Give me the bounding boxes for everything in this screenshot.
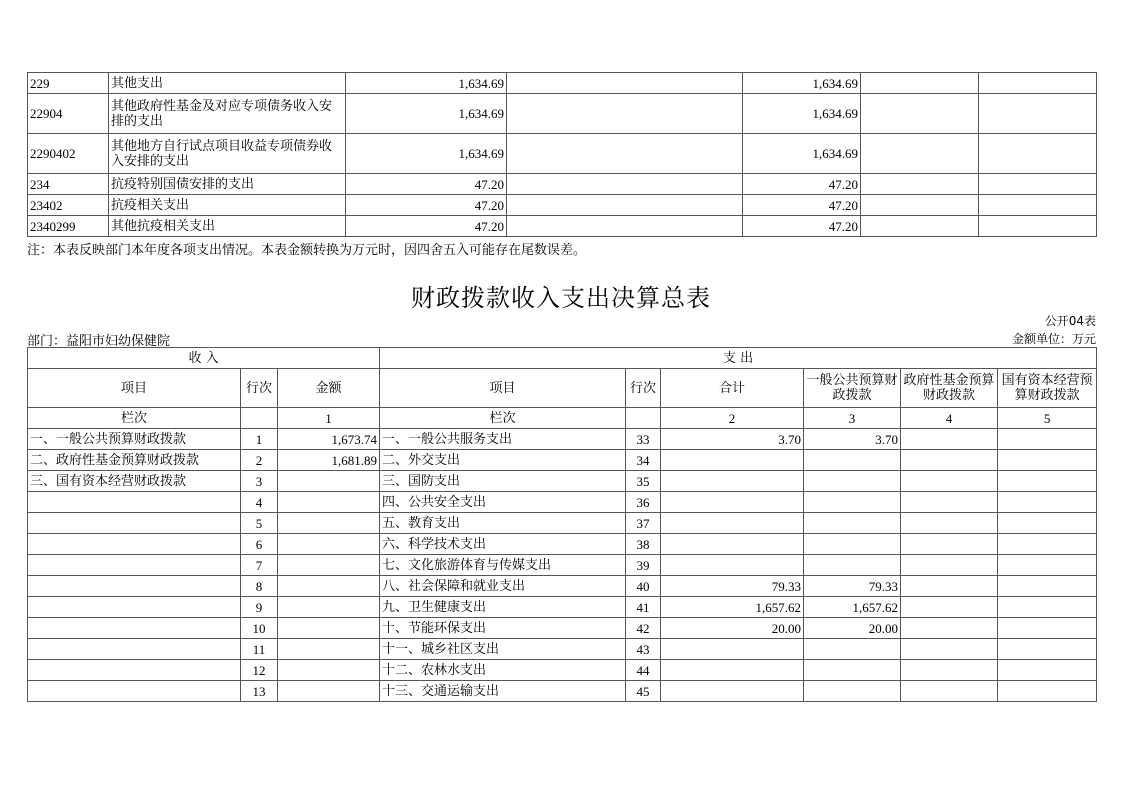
table-row — [28, 471, 1097, 492]
income-item — [28, 618, 241, 639]
income-item — [28, 534, 241, 555]
row-code: 234 — [28, 174, 109, 195]
expense-fund — [901, 492, 998, 513]
expense-general — [804, 681, 901, 702]
expense-item: 十一、城乡社区支出 — [380, 639, 626, 660]
table-row — [28, 94, 1097, 134]
expense-fund — [901, 513, 998, 534]
income-amount — [278, 660, 380, 681]
income-item — [28, 681, 241, 702]
table-note: 注：本表反映部门本年度各项支出情况。本表金额转换为万元时，因四舍五入可能存在尾数误差。 — [27, 243, 587, 258]
expense-fund — [901, 534, 998, 555]
expense-total — [661, 534, 804, 555]
table-row — [28, 639, 1097, 660]
form-number: 公开04表 — [1044, 314, 1096, 328]
expense-state — [998, 492, 1097, 513]
row-code: 22904 — [28, 94, 109, 134]
row-name: 抗疫特别国债安排的支出 — [109, 174, 346, 195]
row-cell — [507, 94, 743, 134]
table-row — [28, 174, 1097, 195]
income-line: 11 — [241, 639, 278, 660]
col-number: 4 — [901, 408, 998, 429]
col-line: 行次 — [241, 369, 278, 408]
expense-fund — [901, 618, 998, 639]
expense-state — [998, 555, 1097, 576]
table-row — [28, 195, 1097, 216]
row-cell — [507, 216, 743, 237]
row-total: 1,634.69 — [346, 73, 507, 94]
income-item — [28, 492, 241, 513]
row-cell — [979, 174, 1097, 195]
expense-state — [998, 681, 1097, 702]
expense-general — [804, 555, 901, 576]
expense-general — [804, 471, 901, 492]
expense-fund — [901, 639, 998, 660]
income-amount — [278, 492, 380, 513]
expense-state — [998, 534, 1097, 555]
income-amount — [278, 534, 380, 555]
col-fund: 政府性基金预算财政拨款 — [901, 369, 998, 408]
row-code: 2340299 — [28, 216, 109, 237]
expense-total — [661, 555, 804, 576]
income-item — [28, 513, 241, 534]
income-amount — [278, 681, 380, 702]
expense-item: 十二、农林水支出 — [380, 660, 626, 681]
expense-fund — [901, 660, 998, 681]
expense-fund — [901, 576, 998, 597]
expense-line: 40 — [626, 576, 661, 597]
table-row — [28, 492, 1097, 513]
expense-detail-table — [27, 72, 1097, 237]
row-cell — [861, 73, 979, 94]
expense-total — [661, 471, 804, 492]
expense-general: 79.33 — [804, 576, 901, 597]
col-label-2: 栏次 — [380, 408, 626, 429]
income-amount — [278, 639, 380, 660]
income-amount: 1,681.89 — [278, 450, 380, 471]
expense-state — [998, 597, 1097, 618]
row-cell — [507, 195, 743, 216]
expense-total — [661, 513, 804, 534]
row-total: 47.20 — [346, 174, 507, 195]
expense-line: 35 — [626, 471, 661, 492]
income-amount — [278, 513, 380, 534]
expense-item: 六、科学技术支出 — [380, 534, 626, 555]
table-row — [28, 555, 1097, 576]
expense-state — [998, 471, 1097, 492]
income-line: 12 — [241, 660, 278, 681]
expense-item: 四、公共安全支出 — [380, 492, 626, 513]
income-item — [28, 576, 241, 597]
expense-general: 1,657.62 — [804, 597, 901, 618]
row-name: 其他支出 — [109, 73, 346, 94]
row-code: 2290402 — [28, 134, 109, 174]
row-cell — [979, 134, 1097, 174]
expense-item: 一、一般公共服务支出 — [380, 429, 626, 450]
department-label: 部门：益阳市妇幼保健院 — [27, 334, 171, 349]
row-code: 23402 — [28, 195, 109, 216]
income-line: 8 — [241, 576, 278, 597]
income-line: 3 — [241, 471, 278, 492]
expense-line: 34 — [626, 450, 661, 471]
expense-fund — [901, 597, 998, 618]
expense-state — [998, 450, 1097, 471]
expense-fund — [901, 429, 998, 450]
expense-total: 3.70 — [661, 429, 804, 450]
income-amount — [278, 576, 380, 597]
row-code: 229 — [28, 73, 109, 94]
income-item: 三、国有资本经营财政拨款 — [28, 471, 241, 492]
expense-general — [804, 513, 901, 534]
col-state: 国有资本经营预算财政拨款 — [998, 369, 1097, 408]
row-cell — [979, 216, 1097, 237]
row-cell — [861, 195, 979, 216]
expense-line: 45 — [626, 681, 661, 702]
expense-total: 79.33 — [661, 576, 804, 597]
col-number: 1 — [278, 408, 380, 429]
expense-line: 38 — [626, 534, 661, 555]
expense-state — [998, 660, 1097, 681]
expense-state — [998, 639, 1097, 660]
expense-total — [661, 639, 804, 660]
col-number: 5 — [998, 408, 1097, 429]
table-row — [28, 660, 1097, 681]
income-item — [28, 639, 241, 660]
income-amount — [278, 471, 380, 492]
row-cell: 47.20 — [743, 174, 861, 195]
expense-total — [661, 492, 804, 513]
row-name: 其他政府性基金及对应专项债务收入安排的支出 — [109, 94, 346, 134]
row-cell: 1,634.69 — [743, 73, 861, 94]
expense-item: 五、教育支出 — [380, 513, 626, 534]
expense-total: 20.00 — [661, 618, 804, 639]
col-item-2: 项目 — [380, 369, 626, 408]
expense-line: 44 — [626, 660, 661, 681]
table-row — [28, 73, 1097, 94]
row-total: 47.20 — [346, 195, 507, 216]
table-row — [28, 429, 1097, 450]
row-cell — [861, 134, 979, 174]
income-amount — [278, 618, 380, 639]
table-row — [28, 450, 1097, 471]
income-item — [28, 660, 241, 681]
col-general: 一般公共预算财政拨款 — [804, 369, 901, 408]
col-label: 栏次 — [28, 408, 241, 429]
row-cell — [979, 73, 1097, 94]
table-row — [28, 134, 1097, 174]
income-line: 2 — [241, 450, 278, 471]
row-cell — [507, 174, 743, 195]
income-header: 收 入 — [28, 348, 380, 369]
expense-state — [998, 618, 1097, 639]
income-line: 10 — [241, 618, 278, 639]
table-row — [28, 597, 1097, 618]
fiscal-summary-table — [27, 347, 1097, 702]
expense-fund — [901, 555, 998, 576]
expense-general — [804, 450, 901, 471]
expense-item: 八、社会保障和就业支出 — [380, 576, 626, 597]
row-cell — [979, 195, 1097, 216]
expense-item: 十三、交通运输支出 — [380, 681, 626, 702]
expense-general — [804, 534, 901, 555]
expense-header: 支 出 — [380, 348, 1097, 369]
table-row — [28, 618, 1097, 639]
expense-item: 三、国防支出 — [380, 471, 626, 492]
expense-state — [998, 429, 1097, 450]
income-line: 5 — [241, 513, 278, 534]
expense-general — [804, 639, 901, 660]
income-line: 6 — [241, 534, 278, 555]
income-item: 一、一般公共预算财政拨款 — [28, 429, 241, 450]
row-cell: 1,634.69 — [743, 94, 861, 134]
table-row — [28, 513, 1097, 534]
col-number: 2 — [661, 408, 804, 429]
expense-line: 36 — [626, 492, 661, 513]
expense-state — [998, 513, 1097, 534]
row-cell: 1,634.69 — [743, 134, 861, 174]
row-total: 47.20 — [346, 216, 507, 237]
expense-item: 九、卫生健康支出 — [380, 597, 626, 618]
expense-general: 20.00 — [804, 618, 901, 639]
expense-item: 七、文化旅游体育与传媒支出 — [380, 555, 626, 576]
expense-fund — [901, 450, 998, 471]
row-name: 其他抗疫相关支出 — [109, 216, 346, 237]
col-amount: 金额 — [278, 369, 380, 408]
expense-total — [661, 660, 804, 681]
col-number: 3 — [804, 408, 901, 429]
expense-line: 41 — [626, 597, 661, 618]
row-cell — [979, 94, 1097, 134]
table-row — [28, 216, 1097, 237]
expense-line: 42 — [626, 618, 661, 639]
row-name: 其他地方自行试点项目收益专项债券收入安排的支出 — [109, 134, 346, 174]
row-cell — [507, 73, 743, 94]
expense-line: 37 — [626, 513, 661, 534]
unit-label: 金额单位：万元 — [1011, 332, 1096, 346]
expense-general — [804, 492, 901, 513]
income-amount: 1,673.74 — [278, 429, 380, 450]
income-line: 13 — [241, 681, 278, 702]
income-amount — [278, 597, 380, 618]
expense-total — [661, 681, 804, 702]
col-total: 合计 — [661, 369, 804, 408]
income-line: 1 — [241, 429, 278, 450]
col-line-2: 行次 — [626, 369, 661, 408]
expense-line: 39 — [626, 555, 661, 576]
income-line: 4 — [241, 492, 278, 513]
row-cell: 47.20 — [743, 195, 861, 216]
expense-line: 43 — [626, 639, 661, 660]
expense-line: 33 — [626, 429, 661, 450]
row-cell — [861, 94, 979, 134]
row-total: 1,634.69 — [346, 94, 507, 134]
row-cell — [861, 174, 979, 195]
expense-fund — [901, 471, 998, 492]
row-cell — [861, 216, 979, 237]
expense-total — [661, 450, 804, 471]
row-cell — [507, 134, 743, 174]
expense-state — [998, 576, 1097, 597]
row-cell: 47.20 — [743, 216, 861, 237]
expense-item: 二、外交支出 — [380, 450, 626, 471]
expense-general — [804, 660, 901, 681]
income-item — [28, 555, 241, 576]
expense-item: 十、节能环保支出 — [380, 618, 626, 639]
table-row — [28, 681, 1097, 702]
income-line: 9 — [241, 597, 278, 618]
page-title: 财政拨款收入支出决算总表 — [411, 284, 711, 312]
income-item — [28, 597, 241, 618]
expense-general: 3.70 — [804, 429, 901, 450]
expense-fund — [901, 681, 998, 702]
income-amount — [278, 555, 380, 576]
income-line: 7 — [241, 555, 278, 576]
row-name: 抗疫相关支出 — [109, 195, 346, 216]
col-item: 项目 — [28, 369, 241, 408]
row-total: 1,634.69 — [346, 134, 507, 174]
table-row — [28, 576, 1097, 597]
expense-total: 1,657.62 — [661, 597, 804, 618]
table-row — [28, 534, 1097, 555]
income-item: 二、政府性基金预算财政拨款 — [28, 450, 241, 471]
